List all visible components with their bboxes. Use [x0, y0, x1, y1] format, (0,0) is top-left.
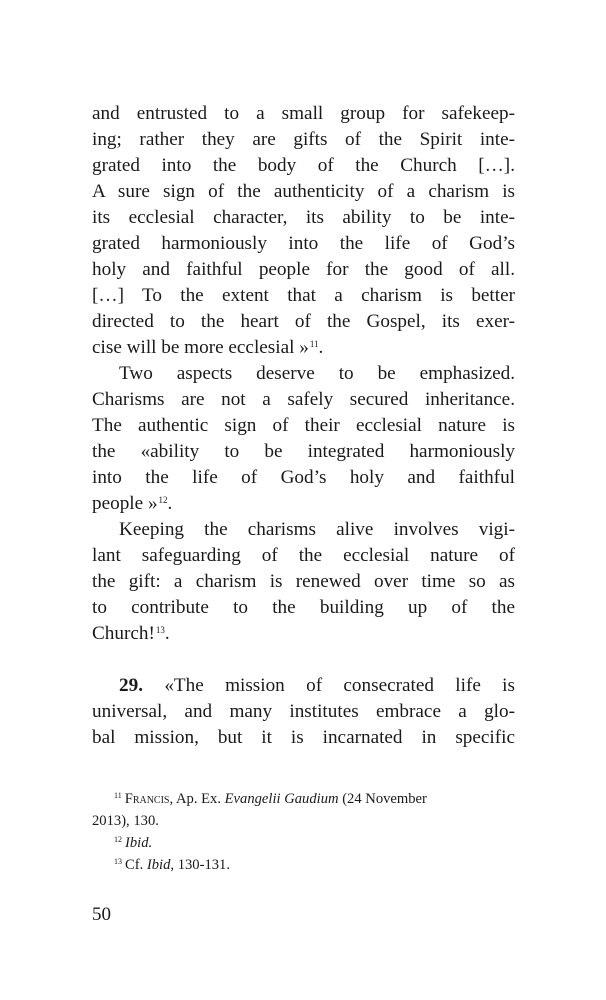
text-line: [92, 335, 515, 361]
text-fragment: «The mission of consecrated life is: [164, 675, 515, 696]
footnote-ref-13: 13: [155, 625, 165, 635]
text-line: […] To the extent that a charism is better: [92, 285, 515, 306]
footnote-text: Ibid.: [125, 835, 153, 851]
page-number: 50: [92, 904, 111, 925]
text-fragment: people »: [92, 493, 158, 514]
text-line: holy and faithful people for the good of all.: [92, 259, 515, 280]
text-fragment: cise will be more ecclesial »: [92, 337, 309, 358]
text-line: grated harmoniously into the life of God’s: [92, 233, 515, 254]
footnote-text: (24 November: [338, 791, 427, 807]
text-line: to contribute to the building up of the: [92, 597, 515, 618]
text-line: lant safeguarding of the ecclesial nature of: [92, 545, 515, 566]
text-line: universal, and many institutes embrace a glo-: [92, 701, 515, 722]
period: .: [167, 493, 173, 514]
footnote-text: , 130-131.: [170, 857, 230, 873]
text-line: the gift: a charism is renewed over time so as: [92, 571, 515, 592]
footnote-author: Francis: [124, 791, 170, 807]
text-line: The authentic sign of their ecclesial nature is: [92, 415, 515, 436]
footnote-number: 13: [114, 857, 122, 866]
text-line: ing; rather they are gifts of the Spirit inte-: [92, 129, 515, 150]
text-line: [92, 621, 515, 647]
text-line: into the life of God’s holy and faithful: [92, 467, 515, 488]
text-line: Keeping the charisms alive involves vigi-: [119, 519, 515, 540]
text-line: its ecclesial character, its ability to be inte-: [92, 207, 515, 228]
footnote-text: Cf.: [125, 857, 147, 873]
body-text: [92, 101, 515, 751]
period: .: [164, 623, 170, 644]
text-line: the «ability to be integrated harmoniously: [92, 441, 515, 462]
text-line: [92, 673, 515, 699]
text-line: directed to the heart of the Gospel, its exer-: [92, 311, 515, 332]
footnote-13: [92, 854, 515, 876]
footnote-ref-11: 11: [309, 339, 319, 349]
footnote-text: , Ap. Ex.: [169, 791, 225, 807]
footnote-12: [92, 832, 515, 854]
footnote-11: [92, 788, 515, 810]
footnote-title: Evangelii Gaudium: [224, 791, 339, 807]
text-line: Two aspects deserve to be emphasized.: [119, 363, 515, 384]
text-line: A sure sign of the authenticity of a charism is: [92, 181, 515, 202]
period: .: [318, 337, 324, 358]
text-line: Charisms are not a safely secured inheritance.: [92, 389, 515, 410]
text-line: [92, 491, 515, 517]
paragraph-number: 29.: [119, 675, 143, 696]
footnote-ibid: Ibid: [146, 857, 171, 873]
paragraph-gap: [92, 647, 515, 673]
text-line: and entrusted to a small group for safekeep-: [92, 103, 515, 124]
text-line: bal mission, but it is incarnated in specific: [92, 727, 515, 748]
footnote-number: 11: [114, 791, 122, 800]
footnote-ref-12: 12: [158, 495, 168, 505]
footnotes: [92, 788, 515, 876]
text-line: grated into the body of the Church […].: [92, 155, 515, 176]
text-fragment: Church!: [92, 623, 155, 644]
footnote-number: 12: [114, 835, 122, 844]
footnote-11-cont: 2013), 130.: [92, 813, 159, 829]
